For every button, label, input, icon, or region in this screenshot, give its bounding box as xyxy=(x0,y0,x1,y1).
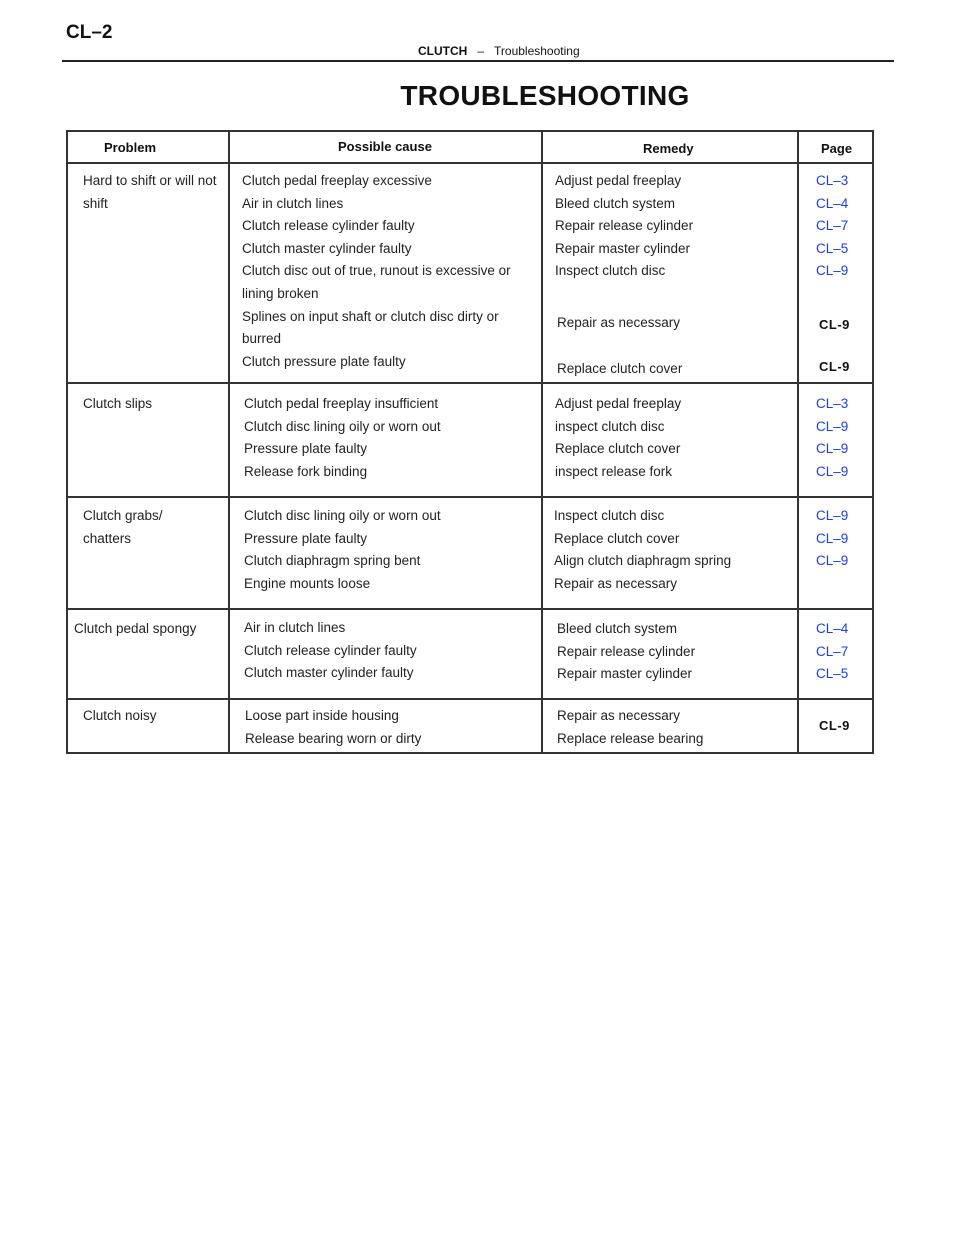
cause-line: Splines on input shaft or clutch disc dirty or xyxy=(242,308,499,324)
column-divider xyxy=(541,132,543,752)
cause-line: Clutch diaphragm spring bent xyxy=(244,553,421,569)
cause-line: Clutch disc out of true, runout is excessive or xyxy=(242,263,511,279)
remedy-line: Replace clutch cover xyxy=(554,530,680,546)
cause-line: Clutch release cylinder faulty xyxy=(244,642,417,658)
problem-line: Hard to shift or will not xyxy=(83,173,217,188)
troubleshooting-table xyxy=(66,130,874,754)
page-ref-link[interactable]: CL–9 xyxy=(816,463,849,479)
cause-line: lining broken xyxy=(242,285,319,301)
remedy-cell xyxy=(557,618,695,686)
remedy-line: Replace clutch cover xyxy=(555,441,681,457)
remedy-cell xyxy=(554,505,731,595)
page-ref-link[interactable]: CL–4 xyxy=(816,195,849,211)
page-ref-cell xyxy=(816,505,848,573)
remedy-line: inspect release fork xyxy=(555,463,673,479)
page-ref-link[interactable]: CL–9 xyxy=(816,263,849,279)
column-header-remedy: Remedy xyxy=(643,141,694,156)
cause-line: Clutch disc lining oily or worn out xyxy=(244,508,441,523)
problem-cell xyxy=(83,505,163,550)
page-ref-link[interactable]: CL-9 xyxy=(819,359,850,374)
cause-line: Clutch master cylinder faulty xyxy=(242,240,412,256)
cause-line: Air in clutch lines xyxy=(244,620,346,635)
remedy-line: Repair as necessary xyxy=(557,708,681,723)
remedy-line: Align clutch diaphragm spring xyxy=(554,553,732,569)
cause-line: Clutch pedal freeplay excessive xyxy=(242,173,432,188)
running-header-subsection: Troubleshooting xyxy=(494,44,580,58)
page-ref-link[interactable]: CL-9 xyxy=(819,718,850,733)
cause-line: Clutch pedal freeplay insufficient xyxy=(244,396,439,411)
page-ref-link[interactable]: CL–7 xyxy=(816,643,849,659)
problem-line: Clutch pedal spongy xyxy=(74,621,197,636)
page-ref-link[interactable]: CL–5 xyxy=(816,240,849,256)
column-header-problem: Problem xyxy=(104,140,157,155)
cause-line: Pressure plate faulty xyxy=(244,441,368,457)
page-ref-link[interactable]: CL–7 xyxy=(816,218,849,234)
remedy-cell xyxy=(557,705,703,750)
page-ref-cell xyxy=(816,618,848,686)
cause-cell xyxy=(244,505,441,595)
remedy-line: Replace release bearing xyxy=(557,730,704,746)
remedy-line: Inspect clutch disc xyxy=(554,508,665,523)
page-ref-link[interactable]: CL–9 xyxy=(816,508,849,523)
cause-cell xyxy=(242,170,511,373)
row-divider xyxy=(68,608,872,610)
remedy-line: Repair release cylinder xyxy=(555,218,694,234)
remedy-line: Inspect clutch disc xyxy=(555,263,666,279)
cause-cell xyxy=(244,617,417,685)
cause-line: Release bearing worn or dirty xyxy=(245,730,422,746)
cause-cell xyxy=(245,705,421,750)
problem-cell xyxy=(74,618,196,641)
page-ref-link[interactable]: CL–3 xyxy=(816,396,849,411)
page-ref-cell xyxy=(816,393,848,483)
remedy-line: Repair master cylinder xyxy=(555,240,691,256)
remedy-line: inspect clutch disc xyxy=(555,418,665,434)
running-header-separator: – xyxy=(477,44,485,58)
page-ref-link[interactable]: CL–9 xyxy=(816,418,849,434)
column-header-possible-cause: Possible cause xyxy=(338,139,432,154)
running-header xyxy=(418,44,580,58)
row-divider xyxy=(68,496,872,498)
remedy-line: Repair master cylinder xyxy=(557,666,693,682)
row-divider xyxy=(68,698,872,700)
row-divider xyxy=(68,382,872,384)
problem-line: Clutch grabs/ xyxy=(83,508,163,523)
remedy-cell xyxy=(555,393,681,483)
page-ref-link[interactable]: CL-9 xyxy=(819,317,850,332)
cause-line: Engine mounts loose xyxy=(244,575,371,591)
problem-cell xyxy=(83,705,157,728)
page-title: TROUBLESHOOTING xyxy=(400,80,690,111)
problem-cell xyxy=(83,393,152,416)
problem-line: Clutch noisy xyxy=(83,708,157,723)
header-row-divider xyxy=(68,162,872,164)
page-ref-link[interactable]: CL–9 xyxy=(816,530,849,546)
remedy-line: Adjust pedal freeplay xyxy=(555,396,682,411)
remedy-line: Repair release cylinder xyxy=(557,643,696,659)
cause-line: Clutch pressure plate faulty xyxy=(242,353,406,369)
problem-cell xyxy=(83,170,217,215)
page-ref-cell xyxy=(816,170,848,283)
remedy-line: Bleed clutch system xyxy=(557,621,678,636)
remedy-line: Replace clutch cover xyxy=(557,361,683,376)
cause-line: burred xyxy=(242,331,282,347)
page-ref-link[interactable]: CL–5 xyxy=(816,666,849,682)
page-ref-link[interactable]: CL–3 xyxy=(816,173,849,188)
cause-line: Pressure plate faulty xyxy=(244,530,368,546)
remedy-line: Repair as necessary xyxy=(557,315,681,330)
page-ref-link[interactable]: CL–4 xyxy=(816,621,849,636)
page-ref-link[interactable]: CL–9 xyxy=(816,441,849,457)
remedy-line: Bleed clutch system xyxy=(555,195,676,211)
cause-line: Clutch disc lining oily or worn out xyxy=(244,418,441,434)
column-divider xyxy=(228,132,230,752)
page-number: CL–2 xyxy=(66,22,113,43)
problem-line: chatters xyxy=(83,530,132,546)
column-divider xyxy=(797,132,799,752)
problem-line: shift xyxy=(83,195,108,211)
header-rule xyxy=(62,60,894,62)
cause-line: Release fork binding xyxy=(244,463,368,479)
cause-line: Loose part inside housing xyxy=(245,708,399,723)
problem-line: Clutch slips xyxy=(83,396,153,411)
cause-line: Clutch master cylinder faulty xyxy=(244,665,414,681)
page-ref-link[interactable]: CL–9 xyxy=(816,553,849,569)
cause-line: Clutch release cylinder faulty xyxy=(242,218,415,234)
remedy-cell xyxy=(555,170,693,283)
remedy-line: Adjust pedal freeplay xyxy=(555,173,682,188)
running-header-section: CLUTCH xyxy=(418,44,468,58)
column-header-page: Page xyxy=(821,141,853,156)
cause-line: Air in clutch lines xyxy=(242,195,344,211)
remedy-line: Repair as necessary xyxy=(554,575,678,591)
cause-cell xyxy=(244,393,441,483)
